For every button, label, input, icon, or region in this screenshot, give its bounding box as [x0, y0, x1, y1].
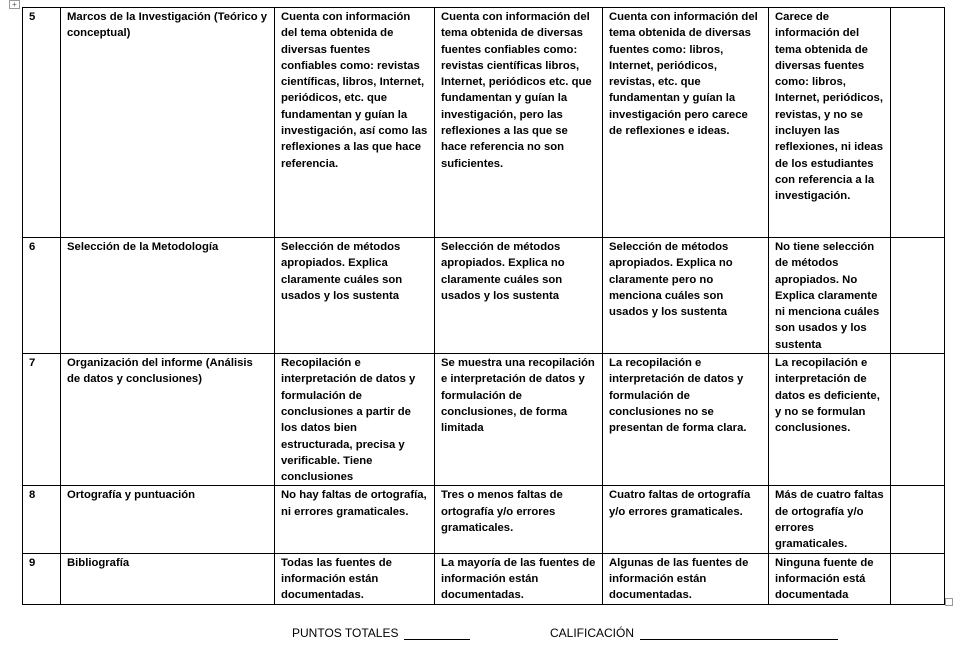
level-2-cell[interactable]: Se muestra una recopilación e interpretación de datos y formulación de conclusiones, de forma limitada	[435, 354, 603, 486]
level-4-cell[interactable]: La recopilación e interpretación de datos es deficiente, y no se formulan conclusiones.	[769, 354, 891, 486]
criterion-cell[interactable]: Selección de la Metodología	[61, 238, 275, 354]
table-row	[23, 553, 945, 604]
level-4-cell[interactable]: Más de cuatro faltas de ortografía y/o errores gramaticales.	[769, 486, 891, 553]
table-move-handle-icon[interactable]: +	[9, 0, 20, 9]
level-4-cell[interactable]: Carece de información del tema obtenida de diversas fuentes como: libros, Internet, periódicos, revistas, y no se incluyen las reflexiones, ni ideas de los estudiantes con referencia a la investigación.	[769, 8, 891, 238]
criterion-cell[interactable]: Organización del informe (Análisis de datos y conclusiones)	[61, 354, 275, 486]
table-resize-handle[interactable]	[945, 598, 953, 606]
score-cell[interactable]	[891, 553, 945, 604]
level-1-cell[interactable]: No hay faltas de ortografía, ni errores gramaticales.	[275, 486, 435, 553]
level-1-cell[interactable]: Cuenta con información del tema obtenida de diversas fuentes confiables como: revistas científicas, libros, Internet, periódicos, etc. que fundamentan y guían la investigación, así como las reflexiones a las que hace referencia.	[275, 8, 435, 238]
criterion-cell[interactable]: Bibliografía	[61, 553, 275, 604]
score-cell[interactable]	[891, 238, 945, 354]
criterion-cell[interactable]: Marcos de la Investigación (Teórico y conceptual)	[61, 8, 275, 238]
grade	[550, 626, 838, 640]
row-number[interactable]: 5	[23, 8, 61, 238]
rubric-table	[22, 7, 945, 605]
level-4-cell[interactable]: Ninguna fuente de información está documentada	[769, 553, 891, 604]
score-cell[interactable]	[891, 354, 945, 486]
table-row	[23, 238, 945, 354]
table-row	[23, 486, 945, 553]
table-row	[23, 8, 945, 238]
level-2-cell[interactable]: Tres o menos faltas de ortografía y/o errores gramaticales.	[435, 486, 603, 553]
grade-blank[interactable]	[640, 627, 838, 640]
level-3-cell[interactable]: Cuenta con información del tema obtenida de diversas fuentes como: libros, Internet, periódicos, revistas, etc. que fundamentan y guían la investigación pero carece de reflexiones e ideas.	[603, 8, 769, 238]
level-3-cell[interactable]: Selección de métodos apropiados. Explica no claramente pero no menciona cuáles son usados y los sustenta	[603, 238, 769, 354]
row-number[interactable]: 6	[23, 238, 61, 354]
row-number[interactable]: 7	[23, 354, 61, 486]
level-1-cell[interactable]: Todas las fuentes de información están documentadas.	[275, 553, 435, 604]
level-1-cell[interactable]: Selección de métodos apropiados. Explica claramente cuáles son usados y los sustenta	[275, 238, 435, 354]
level-2-cell[interactable]: Cuenta con información del tema obtenida de diversas fuentes confiables como: revistas científicas libros, Internet, periódicos etc. que fundamentan y guían la investigación, pero las reflexiones a las que se hace referencia no son suficientes.	[435, 8, 603, 238]
score-cell[interactable]	[891, 486, 945, 553]
level-4-cell[interactable]: No tiene selección de métodos apropiados. No Explica claramente ni menciona cuáles son usados y los sustenta	[769, 238, 891, 354]
level-3-cell[interactable]: La recopilación e interpretación de datos y formulación de conclusiones no se presentan de forma clara.	[603, 354, 769, 486]
total-points-blank[interactable]	[404, 627, 470, 640]
level-3-cell[interactable]: Algunas de las fuentes de información están documentadas.	[603, 553, 769, 604]
level-3-cell[interactable]: Cuatro faltas de ortografía y/o errores gramaticales.	[603, 486, 769, 553]
grade-label: CALIFICACIÓN	[550, 626, 635, 640]
score-cell[interactable]	[891, 8, 945, 238]
level-2-cell[interactable]: Selección de métodos apropiados. Explica no claramente cuáles son usados y los sustenta	[435, 238, 603, 354]
table-row	[23, 354, 945, 486]
row-number[interactable]: 8	[23, 486, 61, 553]
criterion-cell[interactable]: Ortografía y puntuación	[61, 486, 275, 553]
level-2-cell[interactable]: La mayoría de las fuentes de información están documentadas.	[435, 553, 603, 604]
level-1-cell[interactable]: Recopilación e interpretación de datos y formulación de conclusiones a partir de los datos bien estructurada, precisa y verificable. Tiene conclusiones	[275, 354, 435, 486]
total-points	[292, 626, 470, 640]
total-points-label: PUNTOS TOTALES	[292, 626, 399, 640]
row-number[interactable]: 9	[23, 553, 61, 604]
